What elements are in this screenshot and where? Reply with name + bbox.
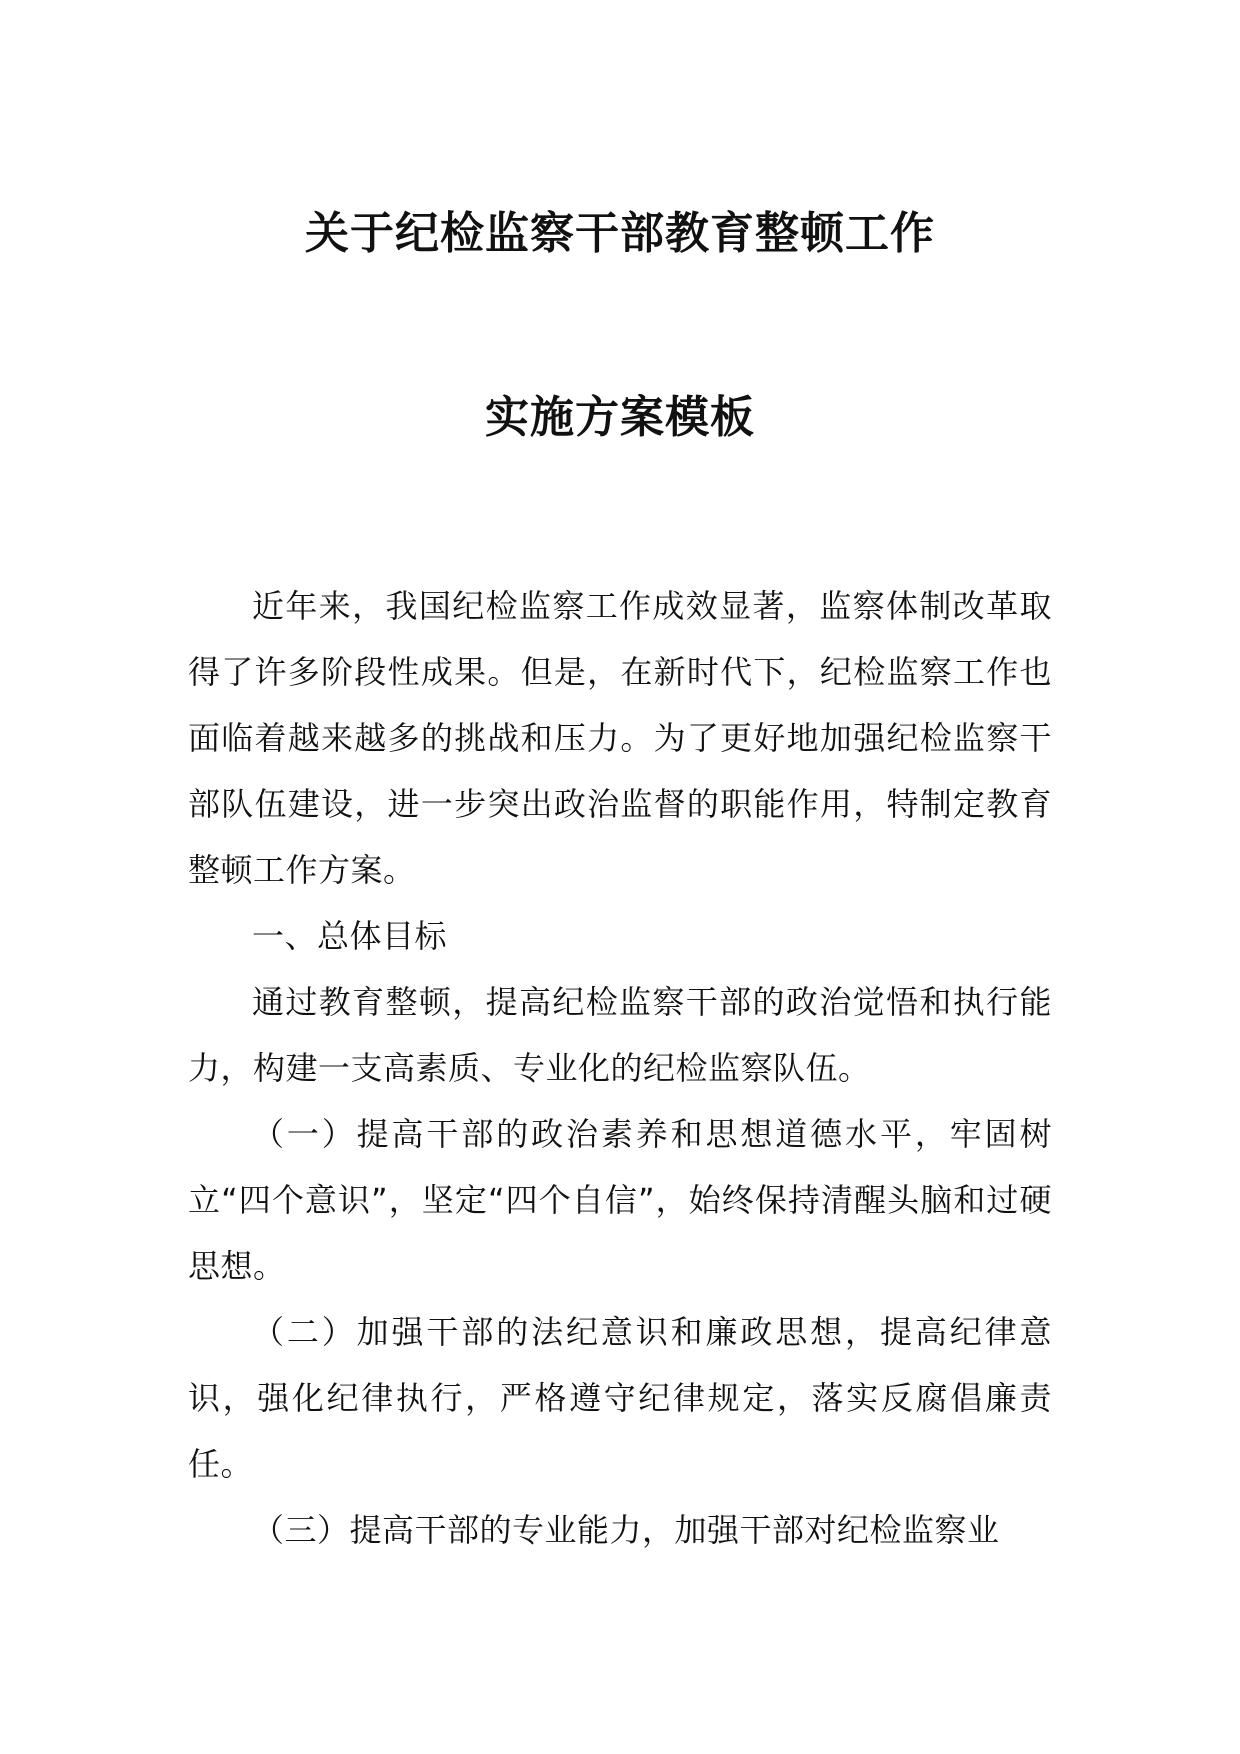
document-title-line-2: 实施方案模板 bbox=[485, 392, 755, 443]
goal-item-1: （一）提高干部的政治素养和思想道德水平，牢固树立“四个意识”，坚定“四个自信”，始终保持清醒头脑和过硬思想。 bbox=[188, 1115, 1052, 1285]
overall-goal-paragraph: 通过教育整顿，提高纪检监察干部的政治觉悟和执行能力，构建一支高素质、专业化的纪检监察队伍。 bbox=[188, 983, 1052, 1087]
document-body bbox=[188, 573, 1052, 1563]
goal-item-2: （二）加强干部的法纪意识和廉政思想，提高纪律意识，强化纪律执行，严格遵守纪律规定，落实反腐倡廉责任。 bbox=[188, 1313, 1052, 1483]
document-title-line-1: 关于纪检监察干部教育整顿工作 bbox=[305, 208, 935, 259]
intro-paragraph: 近年来，我国纪检监察工作成效显著，监察体制改革取得了许多阶段性成果。但是，在新时代下，纪检监察工作也面临着越来越多的挑战和压力。为了更好地加强纪检监察干部队伍建设，进一步突出政治监督的职能作用，特制定教育整顿工作方案。 bbox=[188, 587, 1052, 889]
section-heading-overall-goal: 一、总体目标 bbox=[252, 917, 448, 955]
goal-item-3: （三）提高干部的专业能力，加强干部对纪检监察业 bbox=[252, 1511, 1000, 1549]
